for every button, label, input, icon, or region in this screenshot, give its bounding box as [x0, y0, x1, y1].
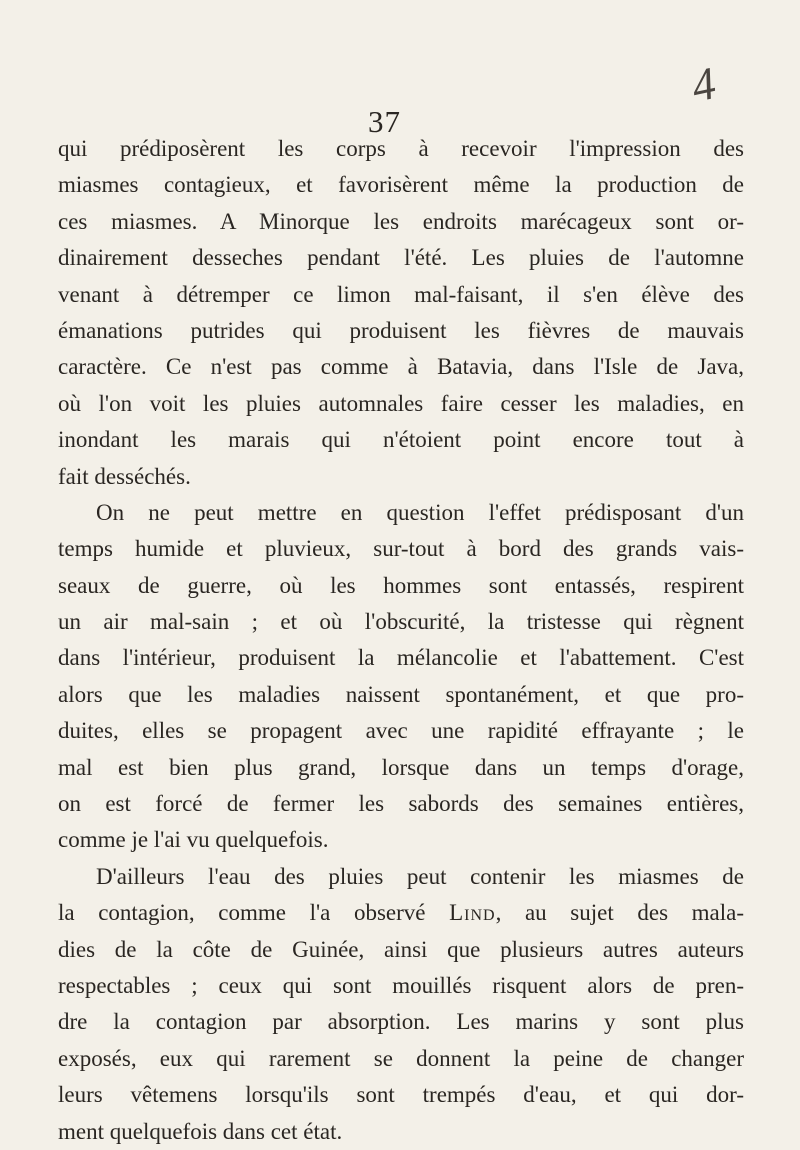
text-line: dinairement desseches pendant l'été. Les pluies de l'automne — [58, 245, 744, 271]
page-number: 37 — [368, 104, 401, 139]
text-line: on est forcé de fermer les sabords des semaines entières, — [58, 791, 744, 817]
text-line: qui prédiposèrent les corps à recevoir l'impression des — [58, 136, 744, 161]
text-line: D'ailleurs l'eau des pluies peut contenir les miasmes de — [96, 863, 744, 889]
text-line: alors que les maladies naissent spontanément, et que pro- — [58, 681, 744, 707]
text-line: respectables ; ceux qui sont mouillés risquent alors de pren- — [58, 972, 744, 998]
text-fragment: , au sujet des mala- — [495, 900, 744, 926]
body-text — [58, 131, 744, 1150]
text-line: On ne peut mettre en question l'effet prédisposant d'un — [96, 499, 744, 525]
handwritten-marginal-mark: 4 — [686, 57, 721, 112]
text-line: dies de la côte de Guinée, ainsi que plusieurs autres auteurs — [58, 936, 744, 962]
paragraph-2 — [58, 495, 744, 859]
text-line: ces miasmes. A Minorque les endroits marécageux sont or- — [58, 208, 744, 234]
text-line: inondant les marais qui n'étoient point encore tout à — [58, 427, 744, 453]
text-line: seaux de guerre, où les hommes sont entassés, respirent — [58, 572, 744, 598]
text-line: dre la contagion par absorption. Les marins y sont plus — [58, 1009, 744, 1035]
text-line: caractère. Ce n'est pas comme à Batavia, dans l'Isle de Java, — [58, 354, 744, 380]
paragraph-1 — [58, 131, 744, 495]
cited-author: Lind — [449, 900, 496, 926]
text-line-with-citation — [58, 895, 744, 931]
text-line: comme je l'ai vu quelquefois. — [58, 827, 329, 853]
text-line: où l'on voit les pluies automnales faire cesser les maladies, en — [58, 390, 744, 416]
paragraph-3 — [58, 859, 744, 1150]
text-line: émanations putrides qui produisent les fièvres de mauvais — [58, 317, 744, 343]
text-line: leurs vêtemens lorsqu'ils sont trempés d'eau, et qui dor- — [58, 1082, 744, 1108]
text-line: temps humide et pluvieux, sur-tout à bord des grands vais- — [58, 536, 744, 562]
text-line: un air mal-sain ; et où l'obscurité, la tristesse qui règnent — [58, 609, 744, 635]
text-line: venant à détremper ce limon mal-faisant, il s'en élève des — [58, 281, 744, 307]
text-line: miasmes contagieux, et favorisèrent même la production de — [58, 172, 744, 198]
text-fragment: la contagion, comme l'a observé — [58, 900, 450, 926]
text-line: mal est bien plus grand, lorsque dans un temps d'orage, — [58, 754, 744, 780]
text-line: dans l'intérieur, produisent la mélancolie et l'abattement. C'est — [58, 645, 744, 671]
text-line: exposés, eux qui rarement se donnent la peine de changer — [58, 1045, 744, 1071]
text-line: duites, elles se propagent avec une rapidité effrayante ; le — [58, 718, 744, 744]
text-line: ment quelquefois dans cet état. — [58, 1118, 343, 1144]
text-line: fait desséchés. — [58, 463, 191, 489]
